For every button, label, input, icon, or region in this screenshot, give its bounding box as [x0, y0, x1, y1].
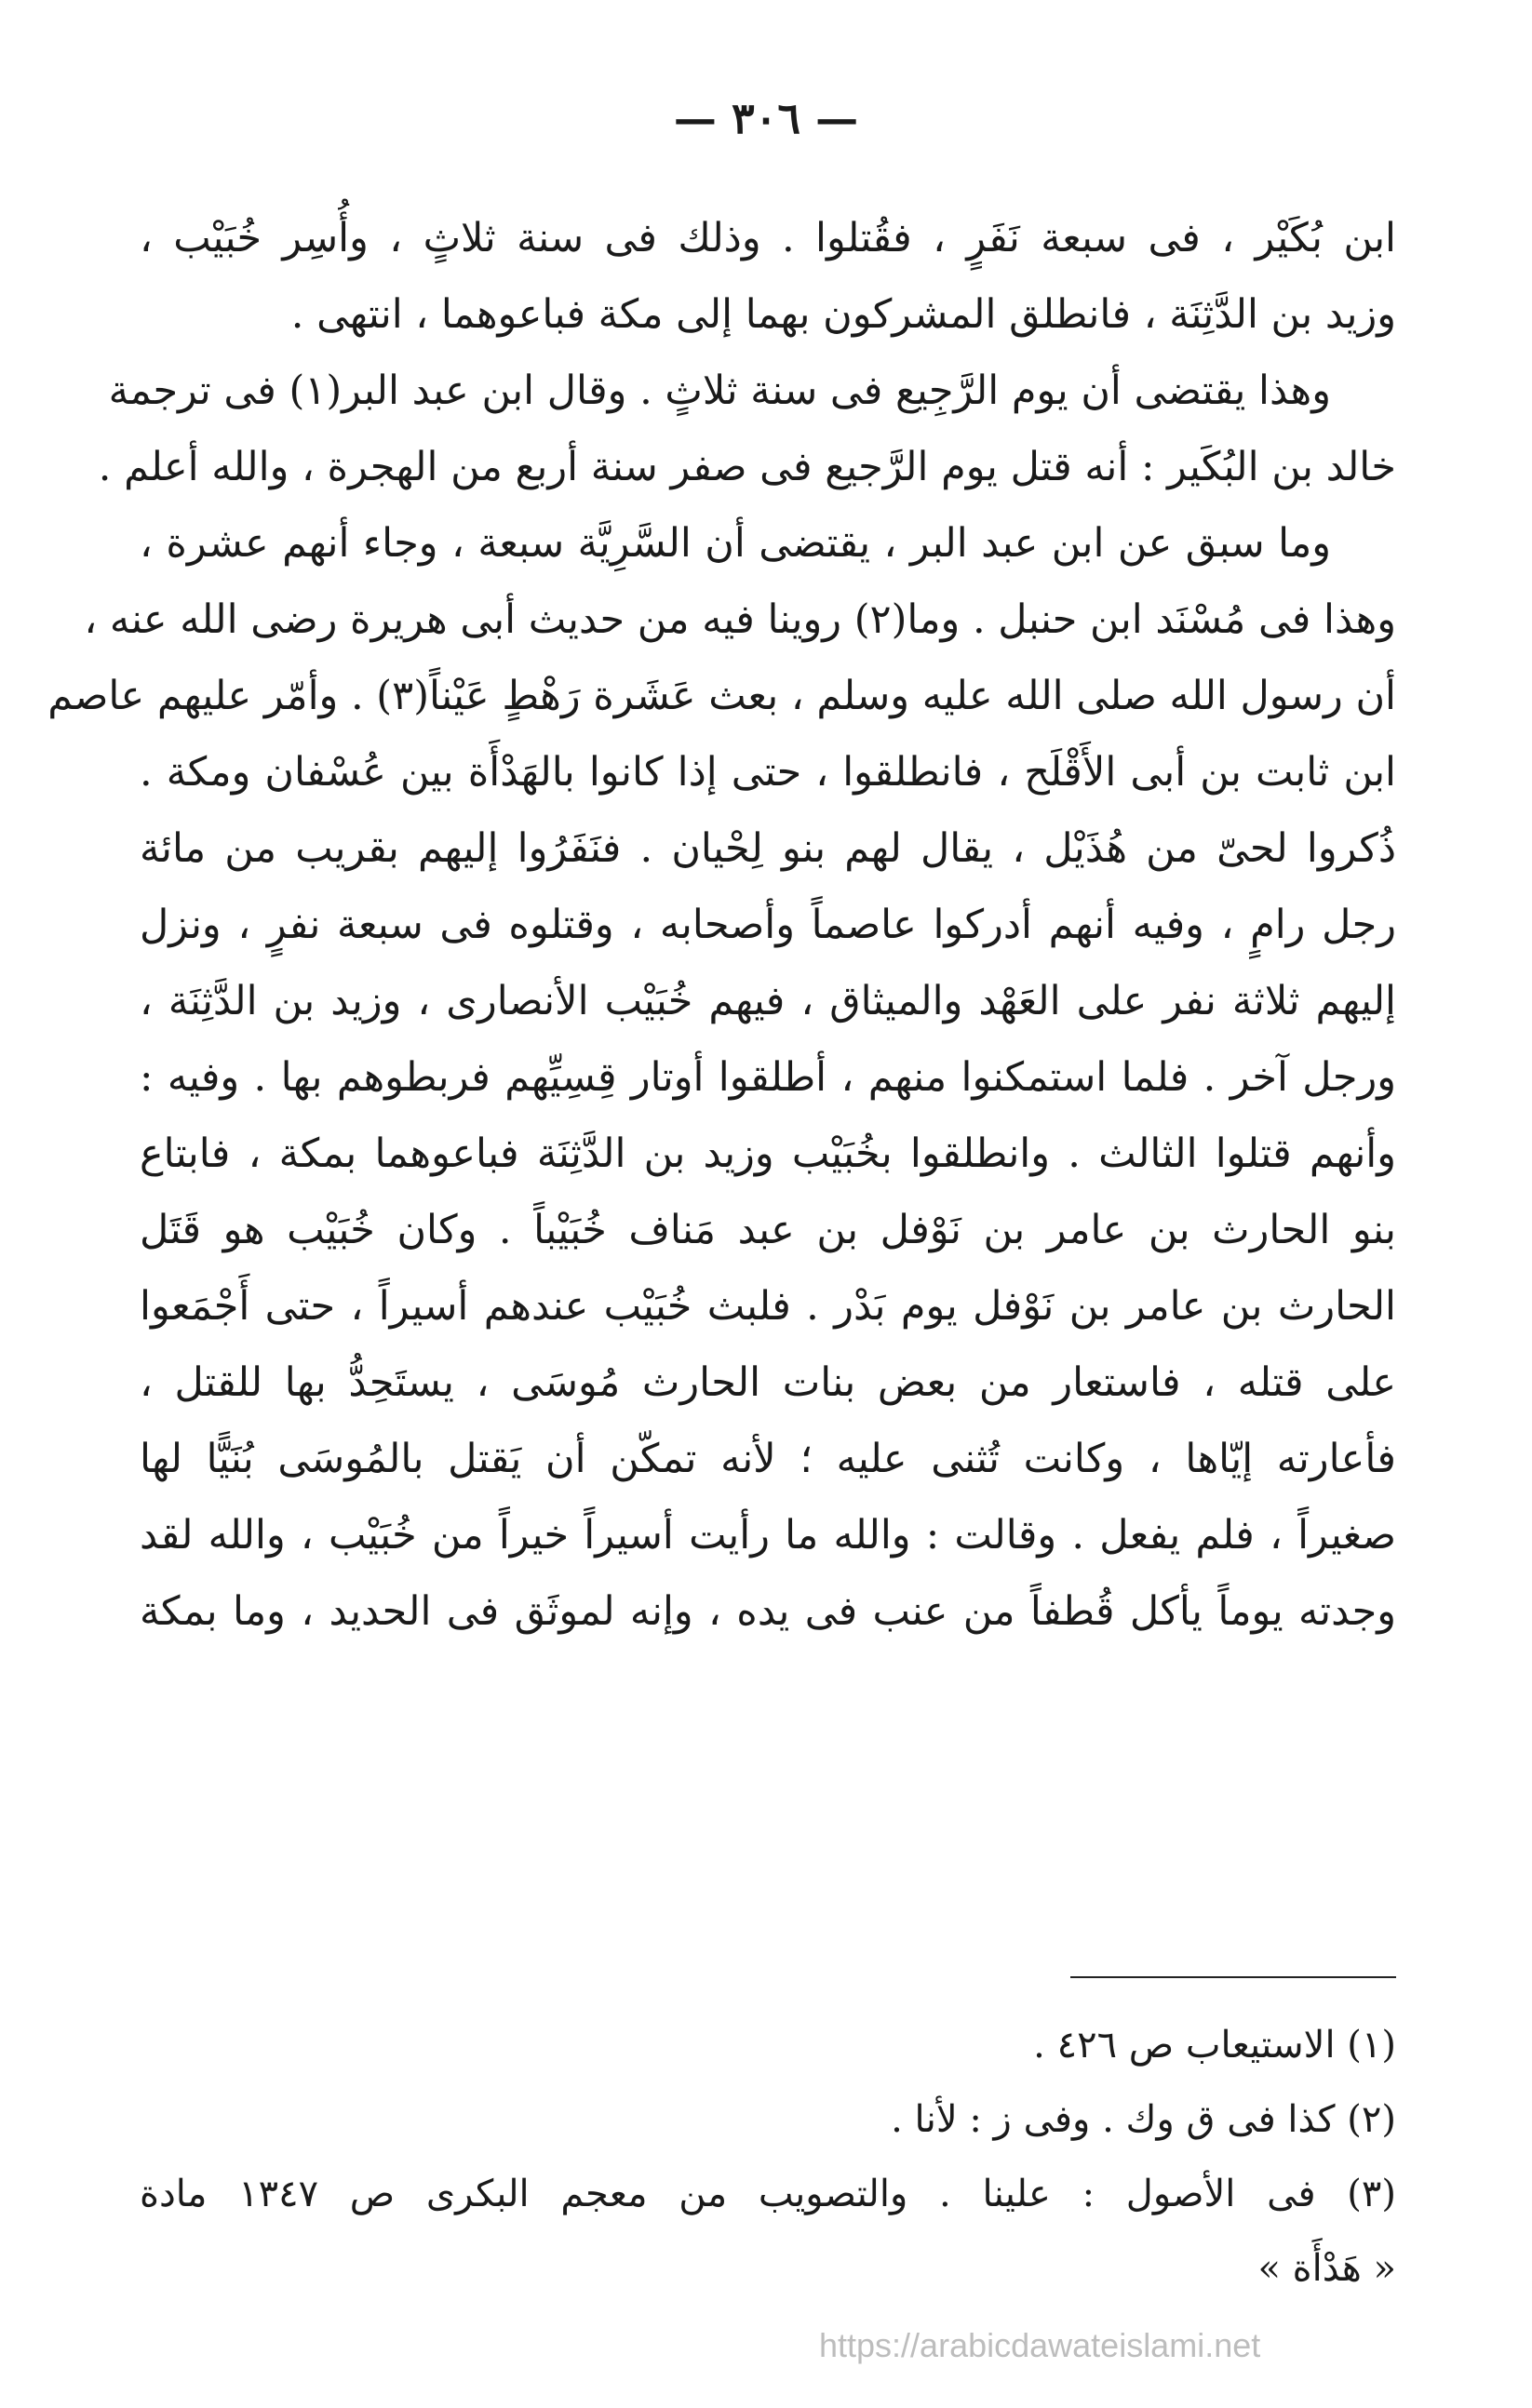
body-line: فأعارته إيّاها ، وكانت تُثنى عليه ؛ لأنه تمكّن أن يَقتل بالمُوسَى بُنَيًّا لها [140, 1436, 1396, 1482]
footnote-separator [1070, 1976, 1396, 1978]
body-line: ذُكروا لحىّ من هُذَيْل ، يقال لهم بنو لِحْيان . فنَفَرُوا إليهم بقريب من مائة [140, 825, 1396, 872]
footnote-3: (٣) فى الأصول : علينا . والتصويب من معجم البكرى ص ١٣٤٧ مادة [140, 2173, 1396, 2215]
body-line: ابن بُكَيْر ، فى سبعة نَفَرٍ ، فقُتلوا . وذلك فى سنة ثلاثٍ ، وأُسِر خُبَيْب ، [140, 215, 1396, 261]
body-line: بنو الحارث بن عامر بن نَوْفل بن عبد مَناف خُبَيْباً . وكان خُبَيْب هو قَتَل [140, 1207, 1396, 1253]
body-line: صغيراً ، فلم يفعل . وقالت : والله ما رأيت أسيراً خيراً من خُبَيْب ، والله لقد [140, 1512, 1396, 1559]
body-line: وهذا فى مُسْنَد ابن حنبل . وما(٢) روينا فيه من حديث أبى هريرة رضى الله عنه ، [84, 596, 1396, 643]
body-line: وما سبق عن ابن عبد البر ، يقتضى أن السَّرِيَّة سبعة ، وجاء أنهم عشرة ، [140, 520, 1331, 567]
footnotes [140, 2008, 1396, 2306]
body-line: وزيد بن الدَّثِنَة ، فانطلق المشركون بهما إلى مكة فباعوهما ، انتهى . [290, 291, 1396, 338]
footnote-3-continuation: « هَدْأَة » [1257, 2247, 1396, 2290]
body-line: أن رسول الله صلى الله عليه وسلم ، بعث عَشَرة رَهْطٍ عَيْناً(٣) . وأمّر عليهم عاصم [47, 673, 1396, 719]
page-number: — ٣٠٦ — [673, 93, 859, 143]
body-text [47, 200, 1397, 1650]
body-line: خالد بن البُكَير : أنه قتل يوم الرَّجيع فى صفر سنة أربع من الهجرة ، والله أعلم . [98, 444, 1396, 490]
body-line: إليهم ثلاثة نفر على العَهْد والميثاق ، فيهم خُبَيْب الأنصارى ، وزيد بن الدَّثِنَة ، [140, 978, 1396, 1024]
footnote-2: (٢) كذا فى ق وك . وفى ز : لأنا . [891, 2098, 1396, 2141]
watermark-url: https://arabicdawateislami.net [819, 2326, 1261, 2364]
body-line: ورجل آخر . فلما استمكنوا منهم ، أطلقوا أوتار قِسِيِّهم فربطوهم بها . وفيه : [140, 1054, 1396, 1101]
body-line: وأنهم قتلوا الثالث . وانطلقوا بخُبَيْب وزيد بن الدَّثِنَة فباعوهما بمكة ، فابتاع [140, 1130, 1396, 1177]
body-line: وهذا يقتضى أن يوم الرَّجِيع فى سنة ثلاثٍ . وقال ابن عبد البر(١) فى ترجمة [108, 368, 1331, 414]
body-line: ابن ثابت بن أبى الأَقْلَح ، فانطلقوا ، حتى إذا كانوا بالهَدْأَة بين عُسْفان ومكة . [140, 749, 1396, 796]
body-line: على قتله ، فاستعار من بعض بنات الحارث مُوسَى ، يستَحِدُّ بها للقتل ، [140, 1359, 1396, 1406]
body-line: رجل رامٍ ، وفيه أنهم أدركوا عاصماً وأصحابه ، وقتلوه فى سبعة نفرٍ ، ونزل [140, 902, 1396, 948]
footnote-1: (١) الاستيعاب ص ٤٢٦ . [1033, 2024, 1396, 2067]
body-line: وجدته يوماً يأكل قُطفاً من عنب فى يده ، وإنه لموثَق فى الحديد ، وما بمكة [140, 1588, 1397, 1635]
body-line: الحارث بن عامر بن نَوْفل يوم بَدْر . فلبث خُبَيْب عندهم أسيراً ، حتى أَجْمَعوا [140, 1283, 1396, 1330]
